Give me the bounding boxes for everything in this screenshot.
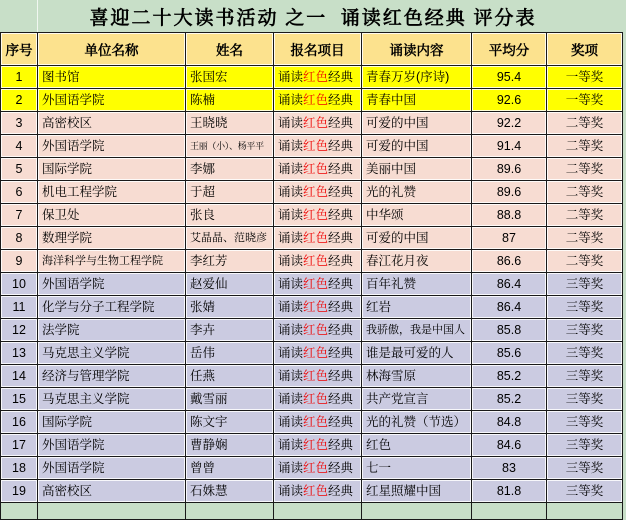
cell-award[interactable]: 二等奖 <box>547 112 623 135</box>
cell-score[interactable]: 86.4 <box>472 273 547 296</box>
cell-project[interactable] <box>274 250 362 273</box>
col-header-no[interactable]: 序号 <box>1 33 38 66</box>
project-text-red: 红色 <box>303 461 329 475</box>
cell-name[interactable]: 王晓晓 <box>186 112 274 135</box>
project-text: 经典 <box>328 461 354 475</box>
project-text: 经典 <box>328 254 354 268</box>
cell-content[interactable]: 光的礼赞 <box>362 181 472 204</box>
cell-no[interactable]: 8 <box>1 227 38 250</box>
score-table <box>0 32 623 520</box>
cell-no[interactable]: 6 <box>1 181 38 204</box>
cell-no[interactable]: 9 <box>1 250 38 273</box>
col-header-award[interactable]: 奖项 <box>547 33 623 66</box>
project-text: 诵读 <box>278 461 304 475</box>
project-text: 诵读 <box>278 323 304 337</box>
cell-award[interactable]: 一等奖 <box>547 89 623 112</box>
project-text-red: 红色 <box>303 438 329 452</box>
table-row <box>1 365 623 388</box>
project-text: 诵读 <box>278 70 304 84</box>
cell-project[interactable] <box>274 89 362 112</box>
cell-project[interactable] <box>274 227 362 250</box>
cell-name[interactable]: 陈楠 <box>186 89 274 112</box>
cell-award[interactable]: 三等奖 <box>547 457 623 480</box>
table-row <box>1 158 623 181</box>
cell-no[interactable]: 10 <box>1 273 38 296</box>
project-text-red: 红色 <box>303 208 329 222</box>
empty-cell[interactable] <box>362 503 472 520</box>
cell-name[interactable]: 曹静娴 <box>186 434 274 457</box>
cell-project[interactable] <box>274 342 362 365</box>
cell-project[interactable] <box>274 388 362 411</box>
table-row <box>1 181 623 204</box>
project-text-red: 红色 <box>303 369 329 383</box>
cell-name[interactable]: 石姝慧 <box>186 480 274 503</box>
table-row <box>1 457 623 480</box>
cell-score[interactable]: 91.4 <box>472 135 547 158</box>
cell-unit[interactable]: 海洋科学与生物工程学院 <box>38 250 186 273</box>
cell-name[interactable]: 李卉 <box>186 319 274 342</box>
cell-no[interactable]: 12 <box>1 319 38 342</box>
project-text: 诵读 <box>278 93 304 107</box>
cell-project[interactable] <box>274 457 362 480</box>
cell-score[interactable]: 85.2 <box>472 388 547 411</box>
cell-no[interactable]: 14 <box>1 365 38 388</box>
cell-no[interactable]: 7 <box>1 204 38 227</box>
table-row <box>1 411 623 434</box>
cell-project[interactable] <box>274 181 362 204</box>
cell-no[interactable]: 13 <box>1 342 38 365</box>
cell-project[interactable] <box>274 434 362 457</box>
cell-score[interactable]: 84.8 <box>472 411 547 434</box>
cell-score[interactable]: 89.6 <box>472 158 547 181</box>
cell-project[interactable] <box>274 365 362 388</box>
project-text-red: 红色 <box>303 323 329 337</box>
cell-content[interactable]: 七一 <box>362 457 472 480</box>
project-text: 经典 <box>328 438 354 452</box>
cell-score[interactable]: 81.8 <box>472 480 547 503</box>
project-text-red: 红色 <box>303 415 329 429</box>
project-text: 经典 <box>328 231 354 245</box>
project-text: 诵读 <box>278 231 304 245</box>
cell-award[interactable]: 一等奖 <box>547 66 623 89</box>
cell-unit[interactable]: 马克思主义学院 <box>38 388 186 411</box>
table-row <box>1 66 623 89</box>
cell-score[interactable]: 88.8 <box>472 204 547 227</box>
cell-project[interactable] <box>274 158 362 181</box>
table-row <box>1 227 623 250</box>
cell-no[interactable]: 11 <box>1 296 38 319</box>
project-text-red: 红色 <box>303 254 329 268</box>
project-text-red: 红色 <box>303 185 329 199</box>
project-text: 诵读 <box>278 369 304 383</box>
project-text-red: 红色 <box>303 93 329 107</box>
cell-name[interactable]: 岳伟 <box>186 342 274 365</box>
cell-score[interactable]: 83 <box>472 457 547 480</box>
project-text-red: 红色 <box>303 231 329 245</box>
project-text: 经典 <box>328 208 354 222</box>
cell-unit[interactable]: 外国语学院 <box>38 434 186 457</box>
cell-name[interactable]: 赵爱仙 <box>186 273 274 296</box>
table-row <box>1 319 623 342</box>
cell-unit[interactable]: 马克思主义学院 <box>38 342 186 365</box>
project-text-red: 红色 <box>303 116 329 130</box>
cell-award[interactable]: 三等奖 <box>547 296 623 319</box>
cell-project[interactable] <box>274 112 362 135</box>
project-text: 诵读 <box>278 346 304 360</box>
project-text: 诵读 <box>278 139 304 153</box>
project-text-red: 红色 <box>303 392 329 406</box>
cell-name[interactable]: 曾曾 <box>186 457 274 480</box>
table-row <box>1 388 623 411</box>
project-text: 诵读 <box>278 208 304 222</box>
cell-project[interactable] <box>274 480 362 503</box>
cell-score[interactable]: 89.6 <box>472 181 547 204</box>
cell-award[interactable]: 三等奖 <box>547 365 623 388</box>
cell-award[interactable]: 二等奖 <box>547 250 623 273</box>
cell-name[interactable]: 王丽（小）、杨平平 <box>186 135 274 158</box>
cell-project[interactable] <box>274 296 362 319</box>
empty-cell[interactable] <box>547 503 623 520</box>
table-row <box>1 204 623 227</box>
project-text: 诵读 <box>278 116 304 130</box>
cell-name[interactable]: 李娜 <box>186 158 274 181</box>
header-row <box>1 33 623 66</box>
cell-name[interactable]: 陈文宇 <box>186 411 274 434</box>
table-row <box>1 89 623 112</box>
cell-no[interactable]: 4 <box>1 135 38 158</box>
cell-content[interactable]: 青春万岁(序诗) <box>362 66 472 89</box>
cell-project[interactable] <box>274 135 362 158</box>
cell-project[interactable] <box>274 319 362 342</box>
empty-cell[interactable] <box>274 503 362 520</box>
cell-no[interactable]: 18 <box>1 457 38 480</box>
project-text-red: 红色 <box>303 346 329 360</box>
cell-unit[interactable]: 国际学院 <box>38 158 186 181</box>
project-text: 诵读 <box>278 415 304 429</box>
cell-content[interactable]: 林海雪原 <box>362 365 472 388</box>
cell-name[interactable]: 李红芳 <box>186 250 274 273</box>
cell-award[interactable]: 三等奖 <box>547 434 623 457</box>
cell-award[interactable]: 三等奖 <box>547 273 623 296</box>
table-row <box>1 480 623 503</box>
cell-award[interactable]: 三等奖 <box>547 411 623 434</box>
cell-no[interactable]: 5 <box>1 158 38 181</box>
project-text: 诵读 <box>278 162 304 176</box>
project-text: 诵读 <box>278 484 304 498</box>
cell-content[interactable]: 谁是最可爱的人 <box>362 342 472 365</box>
project-text: 诵读 <box>278 254 304 268</box>
cell-content[interactable]: 可爱的中国 <box>362 227 472 250</box>
cell-unit[interactable]: 外国语学院 <box>38 273 186 296</box>
project-text: 诵读 <box>278 392 304 406</box>
cell-content[interactable]: 春江花月夜 <box>362 250 472 273</box>
cell-award[interactable]: 二等奖 <box>547 135 623 158</box>
cell-no[interactable]: 2 <box>1 89 38 112</box>
cell-content[interactable]: 我骄傲，我是中国人 <box>362 319 472 342</box>
table-row <box>1 296 623 319</box>
cell-no[interactable]: 1 <box>1 66 38 89</box>
col-header-name[interactable]: 姓名 <box>186 33 274 66</box>
empty-cell[interactable] <box>186 503 274 520</box>
cell-project[interactable] <box>274 204 362 227</box>
project-text: 经典 <box>328 116 354 130</box>
cell-content[interactable]: 可爱的中国 <box>362 112 472 135</box>
cell-unit[interactable]: 数理学院 <box>38 227 186 250</box>
project-text-red: 红色 <box>303 484 329 498</box>
cell-unit[interactable]: 图书馆 <box>38 66 186 89</box>
project-text-red: 红色 <box>303 300 329 314</box>
cell-unit[interactable]: 外国语学院 <box>38 457 186 480</box>
table-row <box>1 250 623 273</box>
cell-content[interactable]: 红岩 <box>362 296 472 319</box>
cell-unit[interactable]: 机电工程学院 <box>38 181 186 204</box>
cell-name[interactable]: 张婧 <box>186 296 274 319</box>
table-row-partial <box>1 503 623 520</box>
cell-score[interactable]: 86.4 <box>472 296 547 319</box>
empty-cell[interactable] <box>1 503 38 520</box>
sheet-title[interactable]: 喜迎二十大读书活动 之一 诵读红色经典 评分表 <box>0 0 626 32</box>
project-text: 经典 <box>328 392 354 406</box>
project-text: 经典 <box>328 70 354 84</box>
col-header-unit[interactable]: 单位名称 <box>38 33 186 66</box>
cell-content[interactable]: 红星照耀中国 <box>362 480 472 503</box>
project-text-red: 红色 <box>303 139 329 153</box>
project-text-red: 红色 <box>303 162 329 176</box>
project-text: 诵读 <box>278 185 304 199</box>
project-text: 经典 <box>328 323 354 337</box>
cell-award[interactable]: 二等奖 <box>547 204 623 227</box>
project-text: 经典 <box>328 484 354 498</box>
cell-unit[interactable]: 法学院 <box>38 319 186 342</box>
cell-content[interactable]: 中华颂 <box>362 204 472 227</box>
cell-unit[interactable]: 高密校区 <box>38 480 186 503</box>
cell-project[interactable] <box>274 66 362 89</box>
cell-no[interactable]: 16 <box>1 411 38 434</box>
cell-content[interactable]: 美丽中国 <box>362 158 472 181</box>
project-text: 经典 <box>328 139 354 153</box>
cell-award[interactable]: 三等奖 <box>547 319 623 342</box>
cell-no[interactable]: 3 <box>1 112 38 135</box>
cell-score[interactable]: 86.6 <box>472 250 547 273</box>
cell-score[interactable]: 85.8 <box>472 319 547 342</box>
cell-content[interactable]: 红色 <box>362 434 472 457</box>
cell-score[interactable]: 84.6 <box>472 434 547 457</box>
table-row <box>1 135 623 158</box>
project-text: 经典 <box>328 346 354 360</box>
table-row <box>1 434 623 457</box>
cell-content[interactable]: 青春中国 <box>362 89 472 112</box>
cell-score[interactable]: 92.6 <box>472 89 547 112</box>
cell-name[interactable]: 于超 <box>186 181 274 204</box>
cell-content[interactable]: 百年礼赞 <box>362 273 472 296</box>
cell-no[interactable]: 15 <box>1 388 38 411</box>
cell-score[interactable]: 95.4 <box>472 66 547 89</box>
project-text: 经典 <box>328 369 354 383</box>
cell-name[interactable]: 戴雪丽 <box>186 388 274 411</box>
cell-award[interactable]: 三等奖 <box>547 388 623 411</box>
cell-award[interactable]: 二等奖 <box>547 181 623 204</box>
col-header-content[interactable]: 诵读内容 <box>362 33 472 66</box>
col-header-project[interactable]: 报名项目 <box>274 33 362 66</box>
project-text-red: 红色 <box>303 277 329 291</box>
project-text-red: 红色 <box>303 70 329 84</box>
cell-unit[interactable]: 化学与分子工程学院 <box>38 296 186 319</box>
cell-content[interactable]: 共产党宣言 <box>362 388 472 411</box>
cell-name[interactable]: 张国宏 <box>186 66 274 89</box>
cell-content[interactable]: 可爱的中国 <box>362 135 472 158</box>
project-text: 经典 <box>328 300 354 314</box>
col-header-score[interactable]: 平均分 <box>472 33 547 66</box>
cell-award[interactable]: 二等奖 <box>547 227 623 250</box>
cell-unit[interactable]: 国际学院 <box>38 411 186 434</box>
cell-name[interactable]: 任燕 <box>186 365 274 388</box>
cell-unit[interactable]: 外国语学院 <box>38 89 186 112</box>
cell-unit[interactable]: 保卫处 <box>38 204 186 227</box>
cell-name[interactable]: 张良 <box>186 204 274 227</box>
project-text: 诵读 <box>278 438 304 452</box>
table-row <box>1 342 623 365</box>
table-row <box>1 273 623 296</box>
project-text: 诵读 <box>278 277 304 291</box>
cell-score[interactable]: 87 <box>472 227 547 250</box>
cell-score[interactable]: 92.2 <box>472 112 547 135</box>
cell-unit[interactable]: 经济与管理学院 <box>38 365 186 388</box>
project-text: 经典 <box>328 185 354 199</box>
cell-score[interactable]: 85.2 <box>472 365 547 388</box>
project-text: 经典 <box>328 93 354 107</box>
empty-cell[interactable] <box>38 503 186 520</box>
cell-score[interactable]: 85.6 <box>472 342 547 365</box>
empty-cell[interactable] <box>472 503 547 520</box>
cell-project[interactable] <box>274 273 362 296</box>
cell-no[interactable]: 19 <box>1 480 38 503</box>
cell-content[interactable]: 光的礼赞（节选） <box>362 411 472 434</box>
project-text: 经典 <box>328 415 354 429</box>
cell-unit[interactable]: 外国语学院 <box>38 135 186 158</box>
project-text: 经典 <box>328 162 354 176</box>
cell-project[interactable] <box>274 411 362 434</box>
cell-name[interactable]: 艾晶晶、范晓彦 <box>186 227 274 250</box>
cell-award[interactable]: 三等奖 <box>547 480 623 503</box>
cell-unit[interactable]: 高密校区 <box>38 112 186 135</box>
cell-award[interactable]: 二等奖 <box>547 158 623 181</box>
project-text: 经典 <box>328 277 354 291</box>
cell-award[interactable]: 三等奖 <box>547 342 623 365</box>
cell-no[interactable]: 17 <box>1 434 38 457</box>
project-text: 诵读 <box>278 300 304 314</box>
table-row <box>1 112 623 135</box>
